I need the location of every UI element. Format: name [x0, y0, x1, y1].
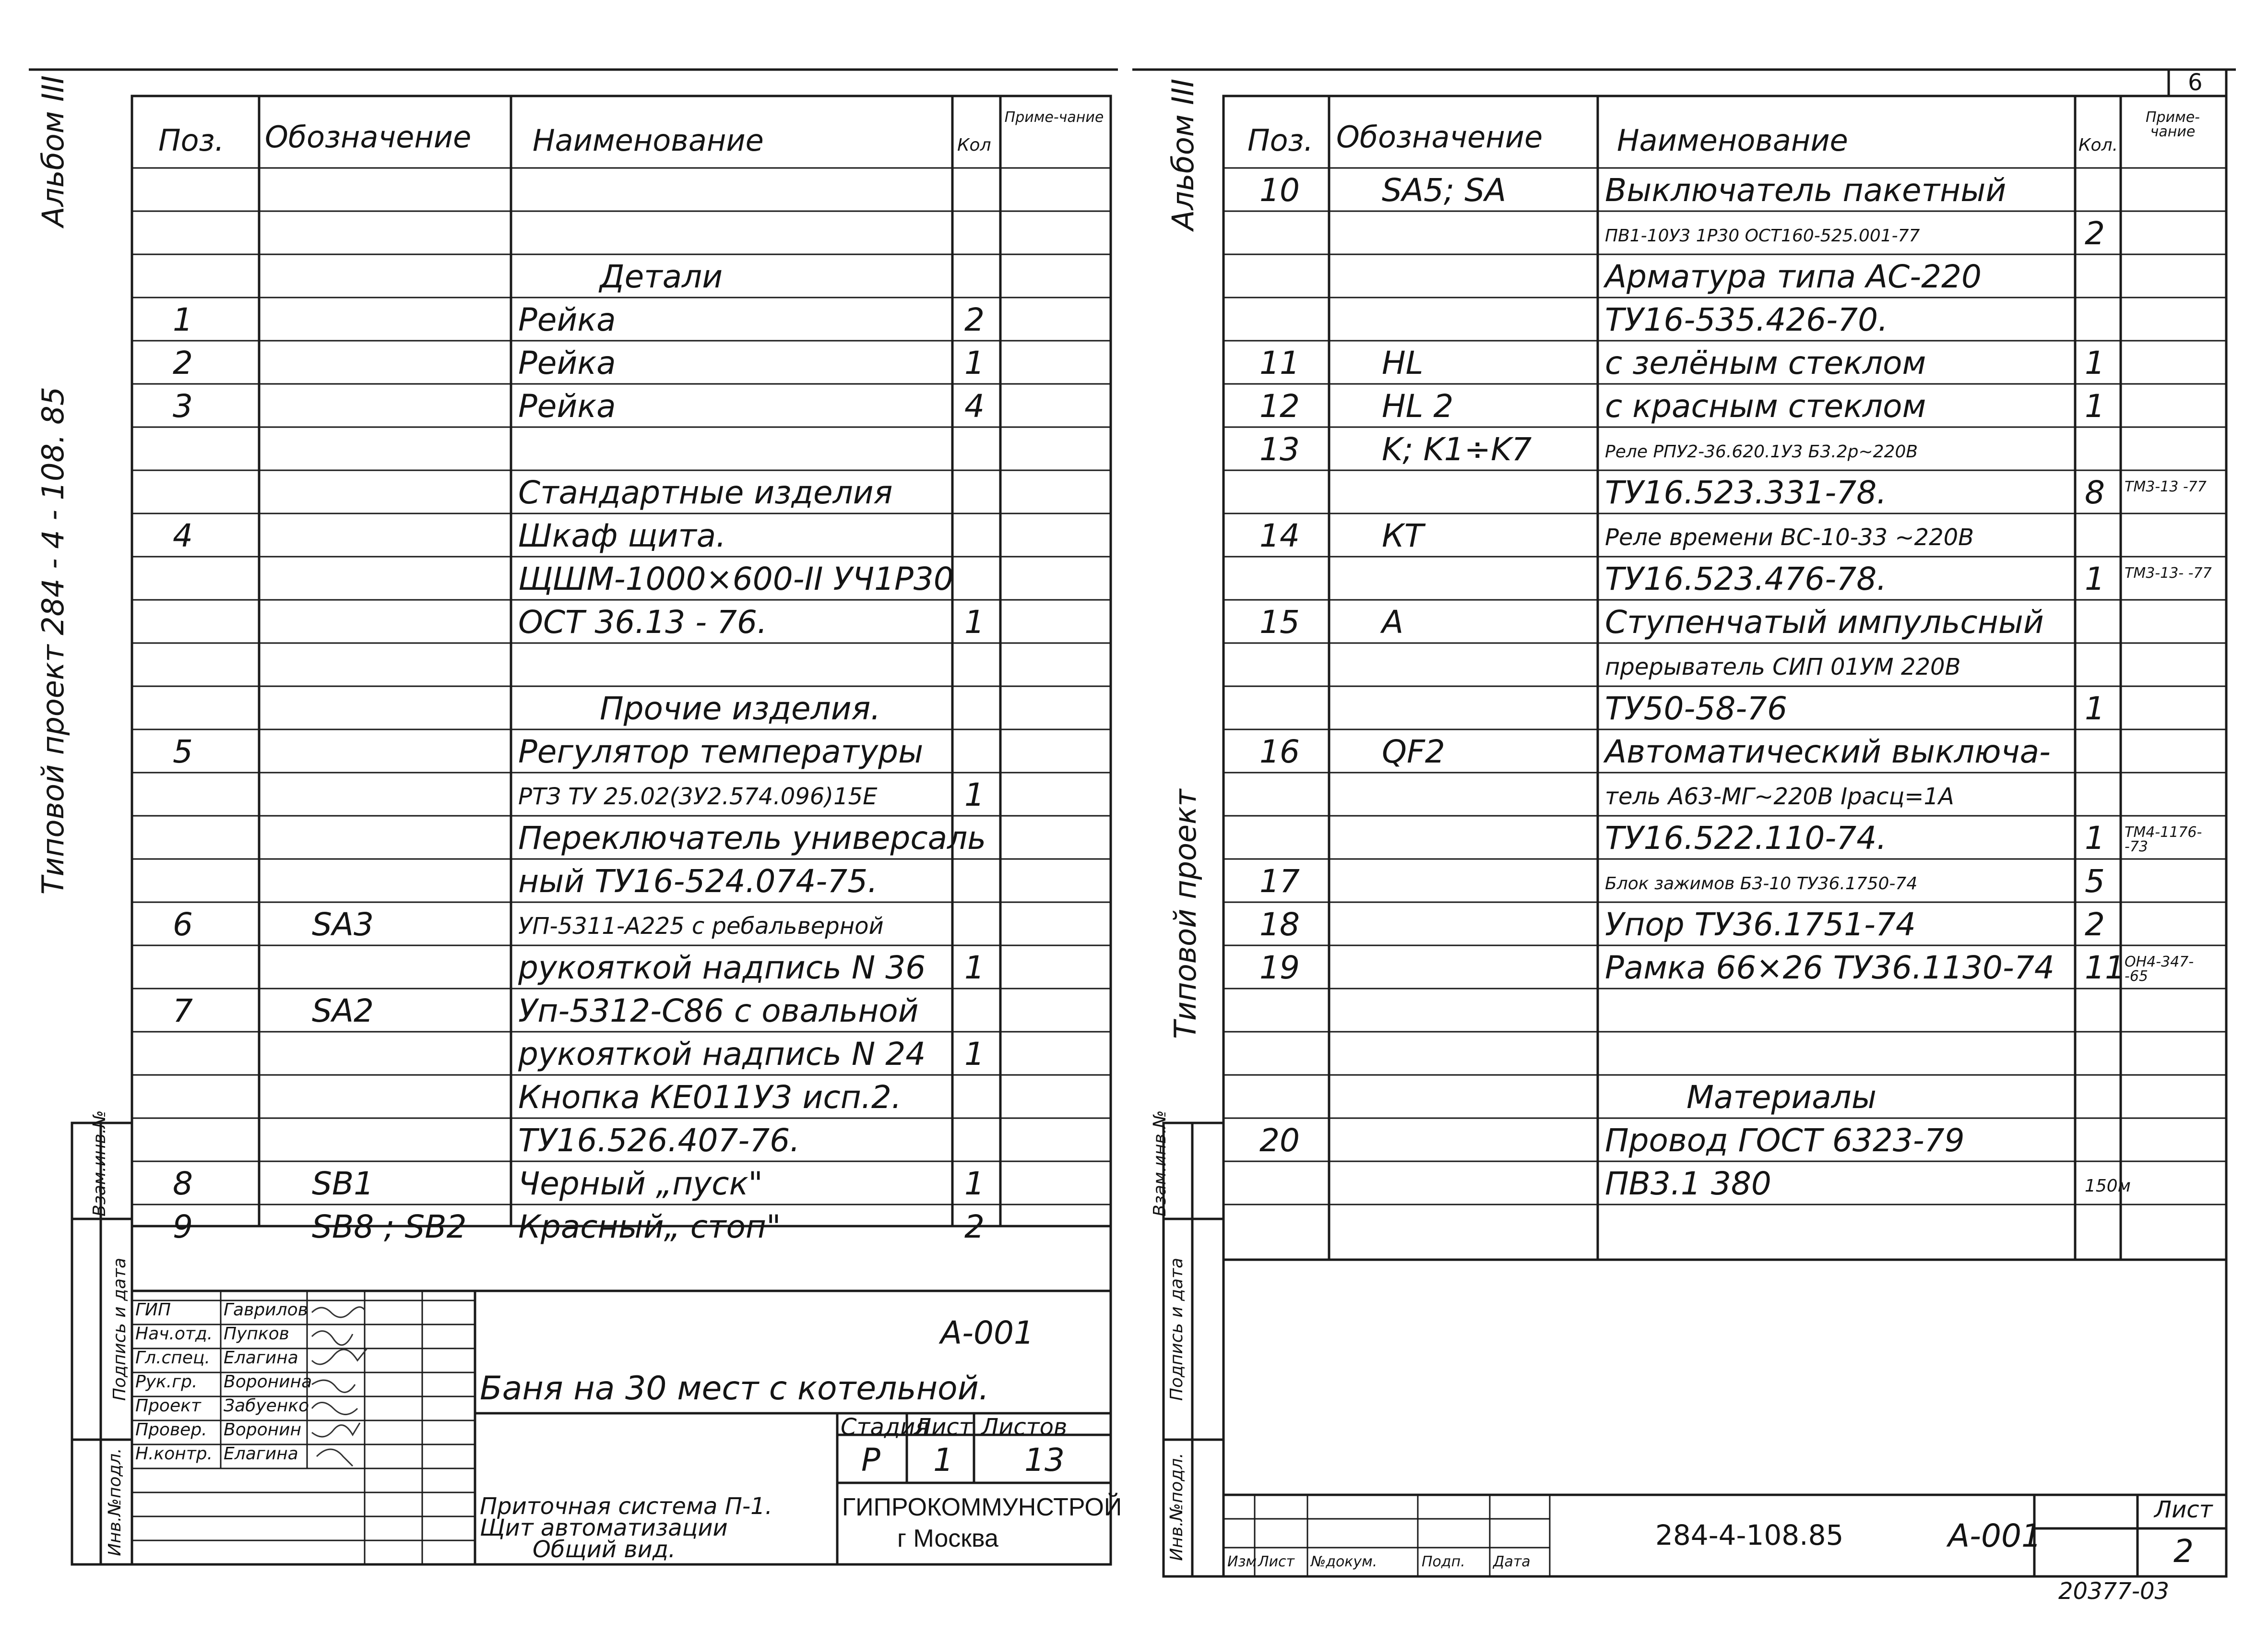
row-name: ЩШМ-1000×600-II УЧ1Р30 [518, 561, 954, 597]
row-pos: 3 [173, 388, 193, 425]
row-name: ПВ1-10У3 1Р30 ОСТ160-525.001-77 [1605, 226, 1920, 246]
row-pos: 16 [1259, 733, 1300, 770]
stamp-name: Воронина [224, 1372, 312, 1392]
header-note: Приме-чание [1004, 109, 1104, 126]
stamp-role: Провер. [135, 1420, 207, 1440]
row-designation: HL [1382, 345, 1424, 382]
stamp-sheets-label: Листов [981, 1414, 1068, 1441]
row-pos: 15 [1259, 604, 1300, 641]
row-note: ТМ3-13- -77 [2125, 565, 2212, 582]
sheet-right [1132, 0, 2268, 1646]
row-designation: SB8 ; SB2 [312, 1208, 467, 1245]
stamp-city: г Москва [897, 1525, 998, 1552]
row-name: ный ТУ16-524.074-75. [518, 863, 878, 900]
row-qty: 2 [2085, 906, 2105, 943]
row-qty: 1 [964, 949, 985, 986]
row-qty: 2 [2085, 215, 2105, 252]
side-field-inv: Инв.№подл. [105, 1448, 125, 1556]
row-name: прерыватель СИП 01УМ 220В [1605, 654, 1961, 680]
row-name: ТУ16-535.426-70. [1605, 301, 1888, 338]
row-name: Красный„ стоп" [518, 1208, 781, 1245]
row-name: Шкаф щита. [518, 517, 726, 554]
corner-number: 6 [2188, 69, 2203, 96]
stamp-sheets: 13 [1024, 1442, 1065, 1479]
side-album-label: Альбом III [36, 75, 71, 227]
row-qty: 2 [964, 301, 985, 338]
row-pos: 1 [173, 301, 193, 338]
right-side-field-signature: Подпись и дата [1167, 1257, 1187, 1401]
row-name: Арматура типа АС-220 [1605, 258, 1982, 295]
row-pos: 7 [173, 992, 193, 1029]
stamp-column-label: Лист [1258, 1553, 1295, 1570]
row-designation: КТ [1382, 517, 1424, 554]
row-pos: 5 [173, 733, 193, 770]
row-name: с красным стеклом [1605, 388, 1926, 425]
row-name: Рейка [518, 301, 616, 338]
row-pos: 14 [1259, 517, 1300, 554]
stamp-name: Елагина [224, 1348, 298, 1368]
stamp-column-label: Дата [1493, 1553, 1531, 1570]
row-name: Ступенчатый импульсный [1605, 604, 2044, 641]
row-pos: 20 [1259, 1122, 1300, 1159]
stamp-column-label: Изм [1227, 1553, 1257, 1570]
row-pos: 17 [1259, 863, 1300, 900]
row-pos: 4 [173, 517, 193, 554]
row-designation: SB1 [312, 1165, 374, 1202]
row-name: Переключатель универсаль [518, 820, 986, 857]
sheet-left [0, 0, 1122, 1646]
row-name: Стандартные изделия [518, 474, 893, 511]
row-designation: SA5; SA [1382, 172, 1507, 209]
stamp-code: А-001 [940, 1314, 1034, 1351]
stamp-role: Гл.спец. [135, 1348, 210, 1368]
row-designation: QF2 [1382, 733, 1445, 770]
row-designation: HL 2 [1382, 388, 1454, 425]
row-qty: 1 [2085, 388, 2105, 425]
row-name: ТУ16.523.476-78. [1605, 561, 1887, 597]
row-name: ТУ50-58-76 [1605, 690, 1788, 727]
stamp-name: Елагина [224, 1444, 298, 1464]
header-designation: Обозначение [265, 119, 472, 155]
row-name: Выключатель пакетный [1605, 172, 2007, 209]
right-side-field-replace: Взам.инв.№ [1150, 1110, 1170, 1217]
row-name: Черный „пуск" [518, 1165, 763, 1202]
row-note: ТМ4-1176- -73 [2125, 824, 2202, 855]
row-qty: 1 [2085, 820, 2105, 857]
row-name: Материалы [1686, 1079, 1876, 1116]
row-designation: SA2 [312, 992, 374, 1029]
row-name: Реле РПУ2-36.620.1У3 Б3.2р~220В [1605, 442, 1918, 462]
stamp-role: ГИП [135, 1300, 171, 1320]
row-name: ТУ16.526.407-76. [518, 1122, 800, 1159]
row-name: Рамка 66×26 ТУ36.1130-74 [1605, 949, 2054, 986]
stamp-role: Проект [135, 1396, 201, 1416]
row-qty: 2 [964, 1208, 985, 1245]
row-name: ТУ16.523.331-78. [1605, 474, 1887, 511]
side-field-signature: Подпись и дата [110, 1257, 130, 1401]
right-side-project-label: Типовой проект [1168, 789, 1203, 1039]
row-name: Регулятор температуры [518, 733, 924, 770]
row-name: тель А63-МГ~220В Iрасц=1А [1605, 783, 1954, 810]
stamp-description-1: Приточная система П-1. [480, 1493, 772, 1520]
row-pos: 8 [173, 1165, 193, 1202]
header-name: Наименование [533, 123, 764, 158]
right-stamp-code: А-001 [1948, 1517, 2042, 1554]
stamp-column-label: №докум. [1311, 1553, 1377, 1570]
stamp-description-2: Щит автоматизации [480, 1515, 728, 1541]
row-qty: 8 [2085, 474, 2105, 511]
row-qty: 1 [964, 776, 985, 813]
row-qty: 1 [2085, 690, 2105, 727]
row-name: Детали [600, 258, 723, 295]
stamp-name: Гаврилов [224, 1300, 308, 1320]
stamp-description-3: Общий вид. [533, 1536, 676, 1563]
row-qty: 1 [964, 1036, 985, 1073]
row-name: Прочие изделия. [600, 690, 881, 727]
row-pos: 13 [1259, 431, 1300, 468]
row-name: ТУ16.522.110-74. [1605, 820, 1887, 857]
right-header-note: Приме-чание [2145, 109, 2200, 140]
right-header-designation: Обозначение [1336, 119, 1543, 155]
row-designation: K; K1÷K7 [1382, 431, 1532, 468]
row-name: Рейка [518, 388, 616, 425]
stamp-sheet: 1 [933, 1442, 953, 1479]
left-signature-scribbles [312, 1307, 367, 1466]
row-pos: 19 [1259, 949, 1300, 986]
row-designation: SA3 [312, 906, 374, 943]
right-stamp-sheet-label: Лист [2154, 1496, 2213, 1523]
stamp-column-label: Подп. [1422, 1553, 1465, 1570]
right-header-pos: Поз. [1247, 123, 1314, 158]
stamp-organization: ГИПРОКОММУНСТРОЙ [842, 1493, 1122, 1521]
stamp-role: Рук.гр. [135, 1372, 198, 1392]
row-qty: 1 [2085, 345, 2105, 382]
right-side-album-label: Альбом III [1165, 78, 1200, 230]
row-name: Блок зажимов Б3-10 ТУ36.1750-74 [1605, 874, 1918, 894]
stamp-sheet-label: Лист [914, 1414, 973, 1441]
stamp-name: Пупков [224, 1324, 289, 1344]
row-note: ОН4-347- -65 [2125, 954, 2194, 985]
row-qty: 1 [2085, 561, 2105, 597]
stamp-role: Нач.отд. [135, 1324, 213, 1344]
row-name: Уп-5312-С86 с овальной [518, 992, 919, 1029]
stamp-name: Воронин [224, 1420, 302, 1440]
stamp-title: Баня на 30 мест с котельной. [480, 1370, 989, 1407]
row-name: Автоматический выключа- [1605, 733, 2051, 770]
row-name: ОСТ 36.13 - 76. [518, 604, 768, 641]
row-name: УП-5311-А225 с ребальверной [518, 913, 884, 940]
row-pos: 18 [1259, 906, 1300, 943]
row-pos: 11 [1259, 345, 1300, 382]
row-qty: 5 [2085, 863, 2105, 900]
row-name: Провод ГОСТ 6323-79 [1605, 1122, 1965, 1159]
right-stamp-sheet: 2 [2173, 1533, 2194, 1570]
stamp-stage: Р [861, 1442, 880, 1479]
row-name: Рейка [518, 345, 616, 382]
stamp-role: Н.контр. [135, 1444, 213, 1464]
header-pos: Поз. [158, 123, 225, 158]
row-name: Кнопка КЕ011У3 исп.2. [518, 1079, 902, 1116]
right-header-qty: Кол. [2078, 135, 2118, 155]
row-note: ТМ3-13 -77 [2125, 478, 2207, 495]
row-pos: 6 [173, 906, 193, 943]
right-side-field-inv: Инв.№подл. [1167, 1453, 1187, 1561]
row-name: РТЗ ТУ 25.02(3У2.574.096)15Е [518, 783, 878, 810]
row-qty: 4 [964, 388, 985, 425]
row-pos: 2 [173, 345, 193, 382]
stamp-stage-label: Стадия [841, 1414, 929, 1441]
header-qty: Кол [957, 135, 991, 155]
right-doc-number: 284-4-108.85 [1655, 1519, 1844, 1551]
right-header-name: Наименование [1617, 123, 1848, 158]
row-pos: 10 [1259, 172, 1300, 209]
row-designation: А [1382, 604, 1404, 641]
row-name: рукояткой надпись N 36 [518, 949, 926, 986]
right-footer-number: 20377-03 [2058, 1578, 2170, 1605]
row-qty: 1 [964, 604, 985, 641]
row-name: ПВ3.1 380 [1605, 1165, 1771, 1202]
row-qty: 1 [964, 345, 985, 382]
row-pos: 9 [173, 1208, 193, 1245]
side-project-label: Типовой проект 284 - 4 - 108. 85 [36, 386, 71, 895]
row-qty: 150м [2085, 1176, 2131, 1196]
row-name: рукояткой надпись N 24 [518, 1036, 926, 1073]
row-qty: 1 [964, 1165, 985, 1202]
row-name: Реле времени ВС-10-33 ~220В [1605, 524, 1974, 551]
side-field-replace: Взам.инв.№ [90, 1110, 109, 1217]
row-name: с зелёным стеклом [1605, 345, 1926, 382]
row-qty: 11 [2085, 949, 2125, 986]
stamp-name: Забуенко [224, 1396, 309, 1416]
row-pos: 12 [1259, 388, 1300, 425]
row-name: Упор ТУ36.1751-74 [1605, 906, 1916, 943]
